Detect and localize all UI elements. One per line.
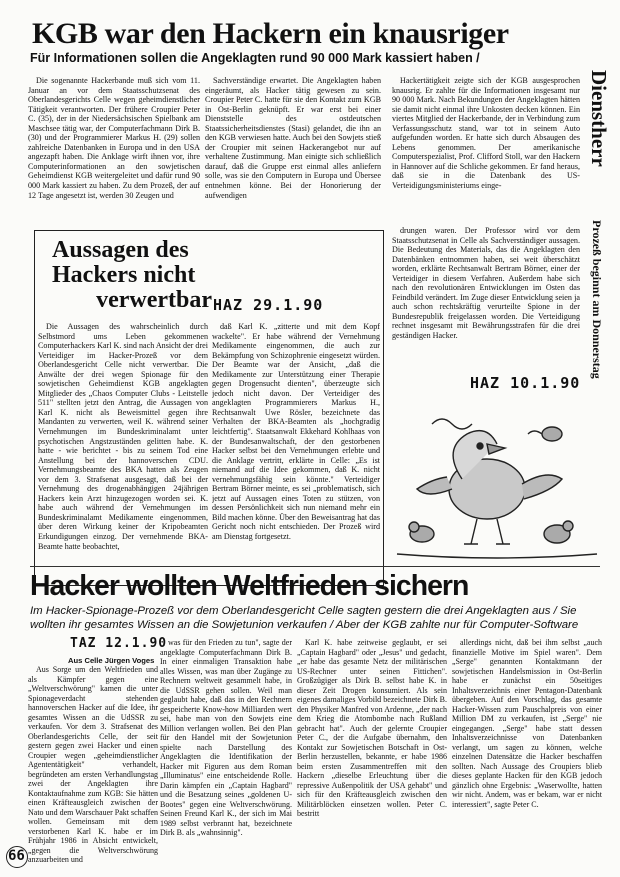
article3-column-2: was für den Frieden zu tun", sagte der angeklagte Computerfachmann Dirk B. In einer einmaligen Transaktion habe alles Wissen, was man über Zugänge zu Rechnern weltweit gesammelt habe, in die UdSSR gehen sollen. Weil man geglaubt habe, daß das in den Rechnern gespeicherte Know-how Milliarden wert sei, habe man von den Sowjets eine Million verlangen wollen. Bei den Plan für den Handel mit der Sowjetunion spielte nach Darstellung des Angeklagten die Identifikation der Hacker mit Figuren aus dem Roman „Illuminatus" eine entscheidende Rolle. Darin kämpfen ein „Captain Hagbard" und die Besatzung seines „goldenen U-Bootes" gegen eine Weltverschwörung. Seinen Freund Karl K., der sich im Mai 1989 selbst verbrannt hat, bezeichnete Dirk B. als „wahnsinnig". bbox=[160, 638, 292, 837]
article3-byline: Aus Celle Jürgen Voges bbox=[68, 656, 155, 665]
article1-column-1: Die sogenannte Hackerbande muß sich vom 11. Januar an vor dem Staatsschutzsenat des Oberlandesgerichts Celle wegen geheimdienstlicher Tätigkeit verantworten. Der frühere Croupier Peter C. (35), der in der Niedersächsischen Spielbank am Maschsee tätig war, der Computerfachmann Dirk B. (30) und der Programmierer Markus H. (29) sollen zahlreiche Datenbanken in Europa und in den USA angezapft haben. Die Anklage wirft ihnen vor, ihre Computerinformationen an den sowjetischen Geheimdienst KGB weitergeleitet und dafür rund 90 000 Mark kassiert zu haben. Zu dem Prozeß, der auf 12 Tage angesetzt ist, werden 30 Zeugen und bbox=[28, 76, 200, 200]
cartoon-handwritten-date: HAZ 10.1.90 bbox=[470, 374, 581, 392]
article3-headline: Hacker wollten Weltfrieden sichern bbox=[30, 570, 469, 602]
article1-vertical-title bbox=[586, 70, 616, 440]
article1-column-3-continued: drungen waren. Der Professor wird vor dem Staatsschutzsenat in Celle als Sachverständiger aussagen. Die Bedeutung des Materials, das die Angeklagten den Datenbänken entnommen haben, sei weit überschätzt worden, erklärte Rechtsanwalt Bertram Börner, einer der Verteidiger in diesem Verfahren. Außerdem habe sich nach den revolutionären Entwicklungen im Osten das Feindbild verändert. Im Zuge dieser Entwicklung seien ja auch schon rechtskräftig verurteilte Spione in der Bundesrepublik freigelassen worden. Die Verteidigung rechnet insgesamt mit Bewährungsstrafen für die drei geständigen Hacker. bbox=[392, 226, 580, 341]
article2-column-1: Die Aussagen des wahrscheinlich durch Selbstmord ums Leben gekommenen Computerhackers Karl K. sind nach Ansicht der drei Verteidiger im Hacker-Prozeß vor dem Oberlandesgericht Celle nicht verwertbar. Die Anwälte der drei wegen Spionage für den sowjetischen Geheimdienst KGB angeklagten Mitglieder des „Chaos Computer Clubs - Leitstelle 511" stellten jetzt den Antrag, die Aussagen von Karl K. nicht als Beweismittel gegen ihre Mandanten zu verwerten, weil K. während seiner Vernehmungen im Bundeskriminalamt unter psychotischen Angstzuständen gelitten habe. K. hatte - wie berichtet - bis zu seinem Tod eine Anstellung bei der hannoverschen CDU. Vernehmungsbeamte des BKA hatten als Zeugen vor dem 3. Strafsenat ausgesagt, daß bei der Vernehmung des drogenabhängigen 24jährigen Hackers kein Arzt hinzugezogen worden sei. K. habe auch während der Vernehmungen im Bundeskriminalamt Medikamente eingenommen, über deren Wirkung keiner der Kripobeamten Erkundigungen einzog. Der vernehmende BKA-Beamte hatte beobachtet, bbox=[38, 322, 208, 551]
article2-headline-line-1: Aussagen des bbox=[52, 237, 189, 263]
article2-headline-line-2: Hackers nicht bbox=[52, 262, 196, 288]
article2-handwritten-date: HAZ 29.1.90 bbox=[213, 296, 324, 314]
page-number: 66 bbox=[8, 848, 25, 864]
article3-subheadline: Im Hacker-Spionage-Prozeß vor dem Oberlandesgericht Celle sagten gestern die drei Angeklagten aus / Sie wollten ihr gesamtes Wissen an die Sowjetunion verkaufen / Aber der KGB zahlte nur für Computer-Software bbox=[30, 605, 579, 631]
article2-headline bbox=[52, 238, 212, 313]
article3-column-1: Aus Sorge um den Weltfrieden und als Kämpfer gegen eine „Weltverschwörung" kamen die unter Spionageverdacht stehenden hannoverschen Hacker auf die Idee, ihr gesamtes Wissen an die UdSSR zu verkaufen. Vor dem 3. Strafsenat des Oberlandesgerichts Celle, der seit gestern gegen zwei Hacker und einen Croupier wegen „geheimdienstlicher Agententätigkeit" verhandelt, begründeten am ersten Verhandlungstag zwei der Angeklagten ihre Kontaktaufnahme zum KGB: Sie hätten einen Kräfteausgleich zwischen der Nato und dem Warschauer Pakt schaffen wollen. Gemeinsam mit dem verstorbenen Karl K. habe er im Frühjahr 1986 in Absicht entwickelt, „gegen die Weltverschwörung anzuarbeiten und bbox=[28, 665, 158, 864]
article3-column-3: Karl K. habe zeitweise geglaubt, er sei „Captain Hagbard" oder „Jesus" und gedacht, „er habe das gesamte Netz der militärischen US-Rechner unter seinen Fittichen". Großzügiger als Dirk B. selbst habe K. in dieser Zeit Drogen konsumiert. Als sein eigenes damaliges Vorbild bezeichnete Dirk B. den Physiker Manfred von Ardenne, „der nach dem Krieg die Atombombe nach Rußland gebracht hat". Auch der gelernte Croupier Peter C., der die Aufgabe übernahm, den Kontakt zur Sowjetischen Botschaft in Ost-Berlin herzustellen, bekannte, er habe 1986 beim ersten Zusammentreffen mit den Hackern „dieselbe Erleuchtung über die repressive Außenpolitik der USA gehabt" und sich für den Kräfteausgleich zwischen den Militärblöcken einsetzen wollen. Peter C. bestritt bbox=[297, 638, 447, 818]
article1-column-2: Sachverständige erwartet. Die Angeklagten haben eingeräumt, als Hacker tätig gewesen zu sein. Croupier Peter C. hatte für sie den Kontakt zum KGB in Ost-Berlin geknüpft. Er war erst bei einer Dienststelle des ostdeutschen Staatssicherheitsdienstes (Stasi) gelandet, die ihn an den KGB verwiesen hatte. Auch bei den Sowjets stieß der Croupier mit seinen Hackerangebot nur auf verhaltene Zustimmung. Man einigte sich schließlich darauf, daß die Gruppe erst einmal alles anliefern solle, was sie den Computern in Europa und Übersee entnehmen könne. Bei der Honorierung der aufwendigen bbox=[205, 76, 381, 200]
vertical-title-main: Dienstherr bbox=[587, 70, 611, 167]
article1-column-3: Hackertätigkeit zeigte sich der KGB ausgesprochen knausrig. Er zahlte für die Informationen insgesamt nur 90 000 Mark. Nach Bekundungen der Angeklagten hätten sie damit nicht einmal ihre Unkosten decken können. Ein viertes Mitglied der Hackerbande, der in Verbindung zum Verfassungsschutz stand, war tot in seinem Auto aufgefunden worden. Er hatte sich durch Absaugen des Lebens genommen. Der amerikanische Computerspezialist, Prof. Clifford Stoll, war den Hackern in Hannover auf die Schliche gekommen. Er fand heraus, daß sie in die Datenbank des US-Verteidigungsministeriums einge- bbox=[392, 76, 580, 191]
vertical-title-sub: Prozeß beginnt am Donnerstag bbox=[590, 220, 604, 379]
article3-handwritten-date: TAZ 12.1.90 bbox=[70, 636, 168, 651]
article3-column-4: allerdings nicht, daß bei ihm selbst „auch finanzielle Motive im Spiel waren". Dem „Serge" genannten Kontaktmann der sowjetischen Handelsmission in Ost-Berlin habe er zunächst ein 50seitiges Inhaltsverzeichnis einer Pentagon-Datenbank übergeben. Auf den Vorschlag, das gesamte Hacker-Wissen zum Pauschalpreis von einer Million DM zu verkaufen, ist „Serge" nie eingegangen. „Serge" habe statt dessen Inhaltsverzeichnisse von Datenbanken verlangt, um sagen zu können, welche einzelnen Datensätze die Hacker beschaffen sollten. Nach Aussage des Croupiers blieb dieses geplante Hacken für den KGB jedoch gänzlich ohne Ergebnis: „Waserwollte, hatten wir nicht. Andem, was er bekam, war er nicht interessiert", sagte Peter C. bbox=[452, 638, 602, 809]
article1-subheadline: Für Informationen sollen die Angeklagten rund 90 000 Mark kassiert haben / bbox=[30, 51, 480, 65]
article2-column-2: daß Karl K. „zitterte und mit dem Kopf wackelte". Er habe während der Vernehmung Medikamente eingenommen, die auch zur Bekämpfung von Schizophrenie eingesetzt würden. Der Beamte war der Ansicht, „daß die Medikamente zur Unterstützung einer Therapie gegen Drogensucht dienten", überzeugte sich jedoch nicht davon. Der Verteidiger des angeklagten Programmierers Markus H., Rechtsanwalt Uwe Rösler, bezeichnete das Verhalten der BKA-Beamten als „hochgradig leichtfertig". Staatsanwalt Ekkehard Kohlhaas von der Bundesanwaltschaft, der den gestorbenen Hacker selbst bei den Vernehmungen erlebte und die Anklage vertritt, erklärte in Celle: „Es ist niemand auf die Idee gekommen, daß K. nicht vernehmungsfähig sein könnte." Verteidiger Bertram Börner meinte, es sei „problematisch, sich jetzt auf Aussagen eines Toten zu stützen, von dessen Persönlichkeit sich nun niemand mehr ein Bild machen könne. Über den Beweisantrag hat das Gericht noch nicht entschieden. Der Prozeß wird am Dienstag fortgesetzt. bbox=[212, 322, 380, 542]
article2-headline-line-3: verwertbar bbox=[96, 287, 212, 313]
article1-headline: KGB war den Hackern ein knausriger bbox=[32, 17, 509, 50]
article3-top-rule bbox=[30, 566, 600, 567]
bird-cartoon-illustration bbox=[392, 394, 602, 564]
